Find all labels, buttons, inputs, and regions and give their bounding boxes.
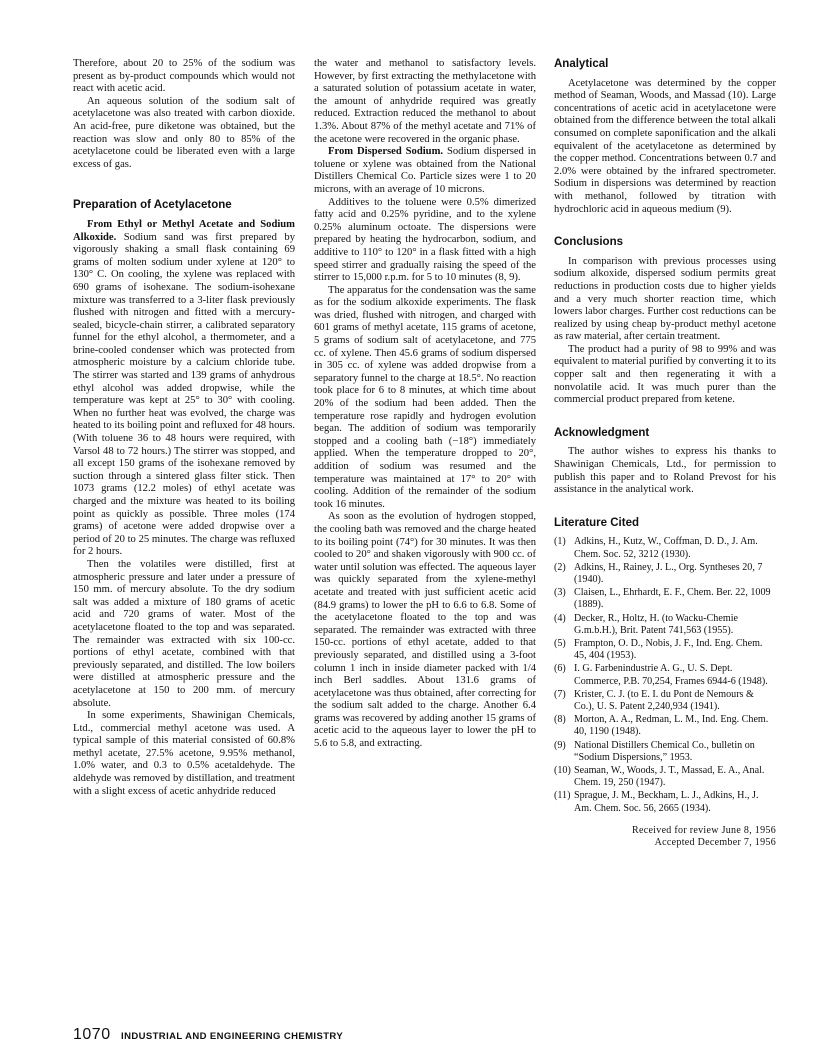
reference-number: (7) [554,688,566,700]
paragraph: In comparison with previous processes using sodium alkoxide, dispersed sodium permits great reductions in production costs due to higher yields and a very much shorter reaction time, which lowers labor charges. Further cost reductions can be realized by using cheap by-product methyl acetone as raw material, after certain treatment. [554,255,776,343]
accepted-date: Accepted December 7, 1956 [654,836,776,848]
page-number: 1070 [73,1026,111,1043]
paragraph: The apparatus for the condensation was the same as for the sodium alkoxide experiments. The flask was dried, flushed with nitrogen, and charged with 601 grams of methyl acetate, 115 grams of acetone, 5 grams of sodium salt of acetylacetone, and 775 cc. of xylene. Then 45.6 grams of sodium dispersed in 305 cc. of xylene was added dropwise from a separatory funnel to the charge at 18.5°. No reaction took place for 6 to 8 minutes, at which time about 20% of the sodium had been added. Then the temperature rose rapidly and hydrogen evolution began. The addition of sodium was temporarily stopped and a cooling bath (−18°) immediately applied. When the temperature dropped to 20°, addition of sodium was resumed and the temperature was maintained at 17° to 20° with cooling. Addition of the remainder of the sodium took 16 minutes. [314,284,536,510]
run-in-heading: From Dispersed Sodium. [328,146,444,158]
received-dates [554,825,776,849]
paragraph [73,219,295,559]
section-heading-conclusions: Conclusions [554,236,624,249]
reference-list [554,536,776,814]
reference-text: Adkins, H., Kutz, W., Coffman, D. D., J. Am. Chem. Soc. 52, 3212 (1930). [574,536,758,560]
paragraph: Therefore, about 20 to 25% of the sodium was present as by-product compounds which would not react with acetic acid. [73,58,295,95]
reference-item [554,790,776,814]
paragraph-text: Sodium sand was first prepared by vigorously shaking a small flask containing 69 grams of molten sodium under xylene at 120° to 130° C. On cooling, the xylene was replaced with 690 grams of isohexane. The sodium-isohexane mixture was transferred to a 3-liter flask previously flushed with nitrogen and fitted with a mercury-sealed, bicycle-chain stirrer, a calibrated separatory funnel for the ethyl alcohol, a thermometer, and a brine-cooled condenser which was protected from atmospheric moisture by a calcium chloride tube. The stirrer was started and 139 grams of anhydrous ethyl alcohol was added dropwise, while the temperature was kept at 25° to 30° with cooling. When no further heat was evolved, the charge was heated to its boiling point and refluxed for 48 hours. (With toluene 36 to 48 hours were required, with Varsol 48 to 72 hours.) The stirrer was stopped, and all except 150 grams of the isohexane removed by suction through a sintered glass filter stick. Then 1073 grams (12.2 moles) of ethyl acetate was charged and the mixture was heated to its boiling point as quickly as possible. Three moles (174 grams) of acetone were added dropwise over a period of 20 to 25 minutes. The charge was refluxed for 2 hours. [73,231,295,558]
section-heading-acknowledgment: Acknowledgment [554,426,650,439]
column-2 [314,58,536,751]
journal-name: INDUSTRIAL AND ENGINEERING CHEMISTRY [121,1031,344,1042]
paragraph: The product had a purity of 98 to 99% and was equivalent to material purified by converting it to its copper salt and then regenerating it with a nonvolatile acid. It was much purer than the commercial product prepared from ketene. [554,343,776,406]
column-3 [554,58,776,849]
reference-item [554,562,776,586]
reference-item [554,536,776,560]
section-heading-literature: Literature Cited [554,516,639,529]
run-in-heading: From Ethyl or Methyl Acetate and Sodium Alkoxide. [73,218,295,243]
page-footer [73,1026,343,1044]
paragraph: In some experiments, Shawinigan Chemicals, Ltd., commercial methyl acetone was used. A typical sample of this material consisted of 60.8% methyl acetate, 27.5% acetone, 9.95% methanol, 1.0% water, and 0.3 to 0.5% acetaldehyde. The aldehyde was removed by distillation, and treatment with a slight excess of acetic anhydride reduced [73,710,295,797]
reference-text: Seaman, W., Woods, J. T., Massad, E. A., Anal. Chem. 19, 250 (1947). [574,765,765,789]
section-heading-analytical: Analytical [554,58,609,70]
reference-text: Morton, A. A., Redman, L. M., Ind. Eng. Chem. 40, 1190 (1948). [574,714,769,738]
reference-number: (2) [554,561,566,573]
reference-item [554,663,776,687]
section-heading-preparation: Preparation of Acetylacetone [73,199,232,212]
reference-number: (5) [554,638,566,650]
paragraph-text: Sodium dispersed in toluene or xylene was obtained from the National Distillers Chemical Co. Particle sizes were 1 to 20 microns, with an average of 10 microns. [314,146,536,195]
reference-text: Krister, C. J. (to E. I. du Pont de Nemours & Co.), U. S. Patent 2,240,934 (1941). [574,688,754,713]
paragraph: As soon as the evolution of hydrogen stopped, the cooling bath was removed and the charge heated to its boiling point (74°) for 30 minutes. It was then cooled to 20° and shaken vigorously with 900 cc. of water until solution was effected. The aqueous layer was quickly separated from the xylene-methyl acetate and treated with just sufficient acetic acid (84.9 grams) to lower the pH to 6.6 to 6.8. Some of the acetylacetone floated to the top and was separated. The remainder was extracted with three 150-cc. portions of ethyl acetate, added to that previously separated, and distilled using a 3-foot column 1 inch in inside diameter packed with 1/4 inch Berl saddles. About 131.6 grams of acetylacetone was thus obtained, after correcting for the sodium salt added to the charge. Another 6.4 grams was recovered by adding another 15 grams of acetic acid to the aqueous layer to lower the pH to 5.6 to 5.8, and extracting. [314,511,536,750]
column-1 [73,58,295,798]
reference-number: (9) [554,739,566,751]
paragraph: the water and methanol to satisfactory levels. However, by first extracting the methylacetone with a saturated solution of potassium acetate in water, the amount of anhydride required was greatly reduced. Extraction reduced the methanol to about 1.3%. About 87% of the methyl acetate and 71% of the acetone were recovered in the organic phase. [314,58,536,145]
reference-text: Frampton, O. D., Nobis, J. F., Ind. Eng. Chem. 45, 404 (1953). [574,638,763,662]
reference-number: (10) [554,765,571,777]
paragraph: An aqueous solution of the sodium salt of acetylacetone was also treated with carbon dioxide. An acid-free, pure diketone was obtained, but the reaction was slow and only 80 to 85% of the acetylacetone could be liberated even with a large excess of gas. [73,95,295,170]
reference-text: National Distillers Chemical Co., bulletin on “Sodium Dispersions,” 1953. [574,739,755,763]
reference-item [554,689,776,713]
reference-text: Claisen, L., Ehrhardt, E. F., Chem. Ber. 22, 1009 (1889). [574,587,771,611]
reference-number: (11) [554,790,571,802]
reference-number: (6) [554,663,566,675]
reference-item [554,638,776,662]
received-date: Received for review June 8, 1956 [632,824,776,836]
paragraph [314,146,536,196]
reference-text: Decker, R., Holtz, H. (to Wacku-Chemie G.m.b.H.), Brit. Patent 741,563 (1955). [574,612,738,636]
reference-item [554,613,776,637]
reference-item [554,587,776,611]
reference-text: Sprague, J. M., Beckham, L. J., Adkins, H., J. Am. Chem. Soc. 56, 2665 (1934). [574,790,759,814]
reference-text: I. G. Farbenindustrie A. G., U. S. Dept. Commerce, P.B. 70,254, Frames 6944-6 (1948). [574,663,768,687]
reference-number: (8) [554,714,566,726]
paragraph: The author wishes to express his thanks to Shawinigan Chemicals, Ltd., for permission to publish this paper and to Roland Prevost for his assistance in the analytical work. [554,446,776,496]
paragraph: Additives to the toluene were 0.5% dimerized fatty acid and 0.25% pyridine, and to the xylene 0.25% aluminum octoate. The dispersions were prepared by heating the hydrocarbon, sodium, and additive to 110° to 120° in a flask fitted with a high speed stirrer and gradually raising the speed of the stirrer to 15,000 r.p.m. for 5 to 10 minutes (8, 9). [314,196,536,284]
paragraph: Acetylacetone was determined by the copper method of Seaman, Woods, and Massad (10). Large concentrations of acetic acid in acetylacetone were obtained from the difference between the total alkali consumed on complete saponification and the alkali equivalent of the acetylacetone as determined by the copper method. Concentrations between 0.7 and 2.0% were obtained by the infrared spectrometer. Sodium in dispersions was determined by reaction with methanol, followed by titration with hydrochloric acid in aqueous medium (9). [554,77,776,215]
reference-number: (3) [554,587,566,599]
reference-item [554,765,776,789]
reference-number: (4) [554,612,566,624]
reference-text: Adkins, H., Rainey, J. L., Org. Syntheses 20, 7 (1940). [574,561,763,586]
paragraph: Then the volatiles were distilled, first at atmospheric pressure and later under a pressure of 150 mm. of mercury absolute. To the dry sodium salt was added a mixture of 180 grams of acetic acid and 720 grams of water. Most of the acetylacetone floated to the top and was separated. The remainder was extracted with six 100-cc. portions of ethyl acetate, combined with that previously separated, and distilled. The low boilers were distilled at atmospheric pressure and the acetylacetone at 150 to 200 mm. of mercury absolute. [73,558,295,709]
reference-item [554,740,776,764]
reference-number: (1) [554,536,566,548]
reference-item [554,714,776,738]
